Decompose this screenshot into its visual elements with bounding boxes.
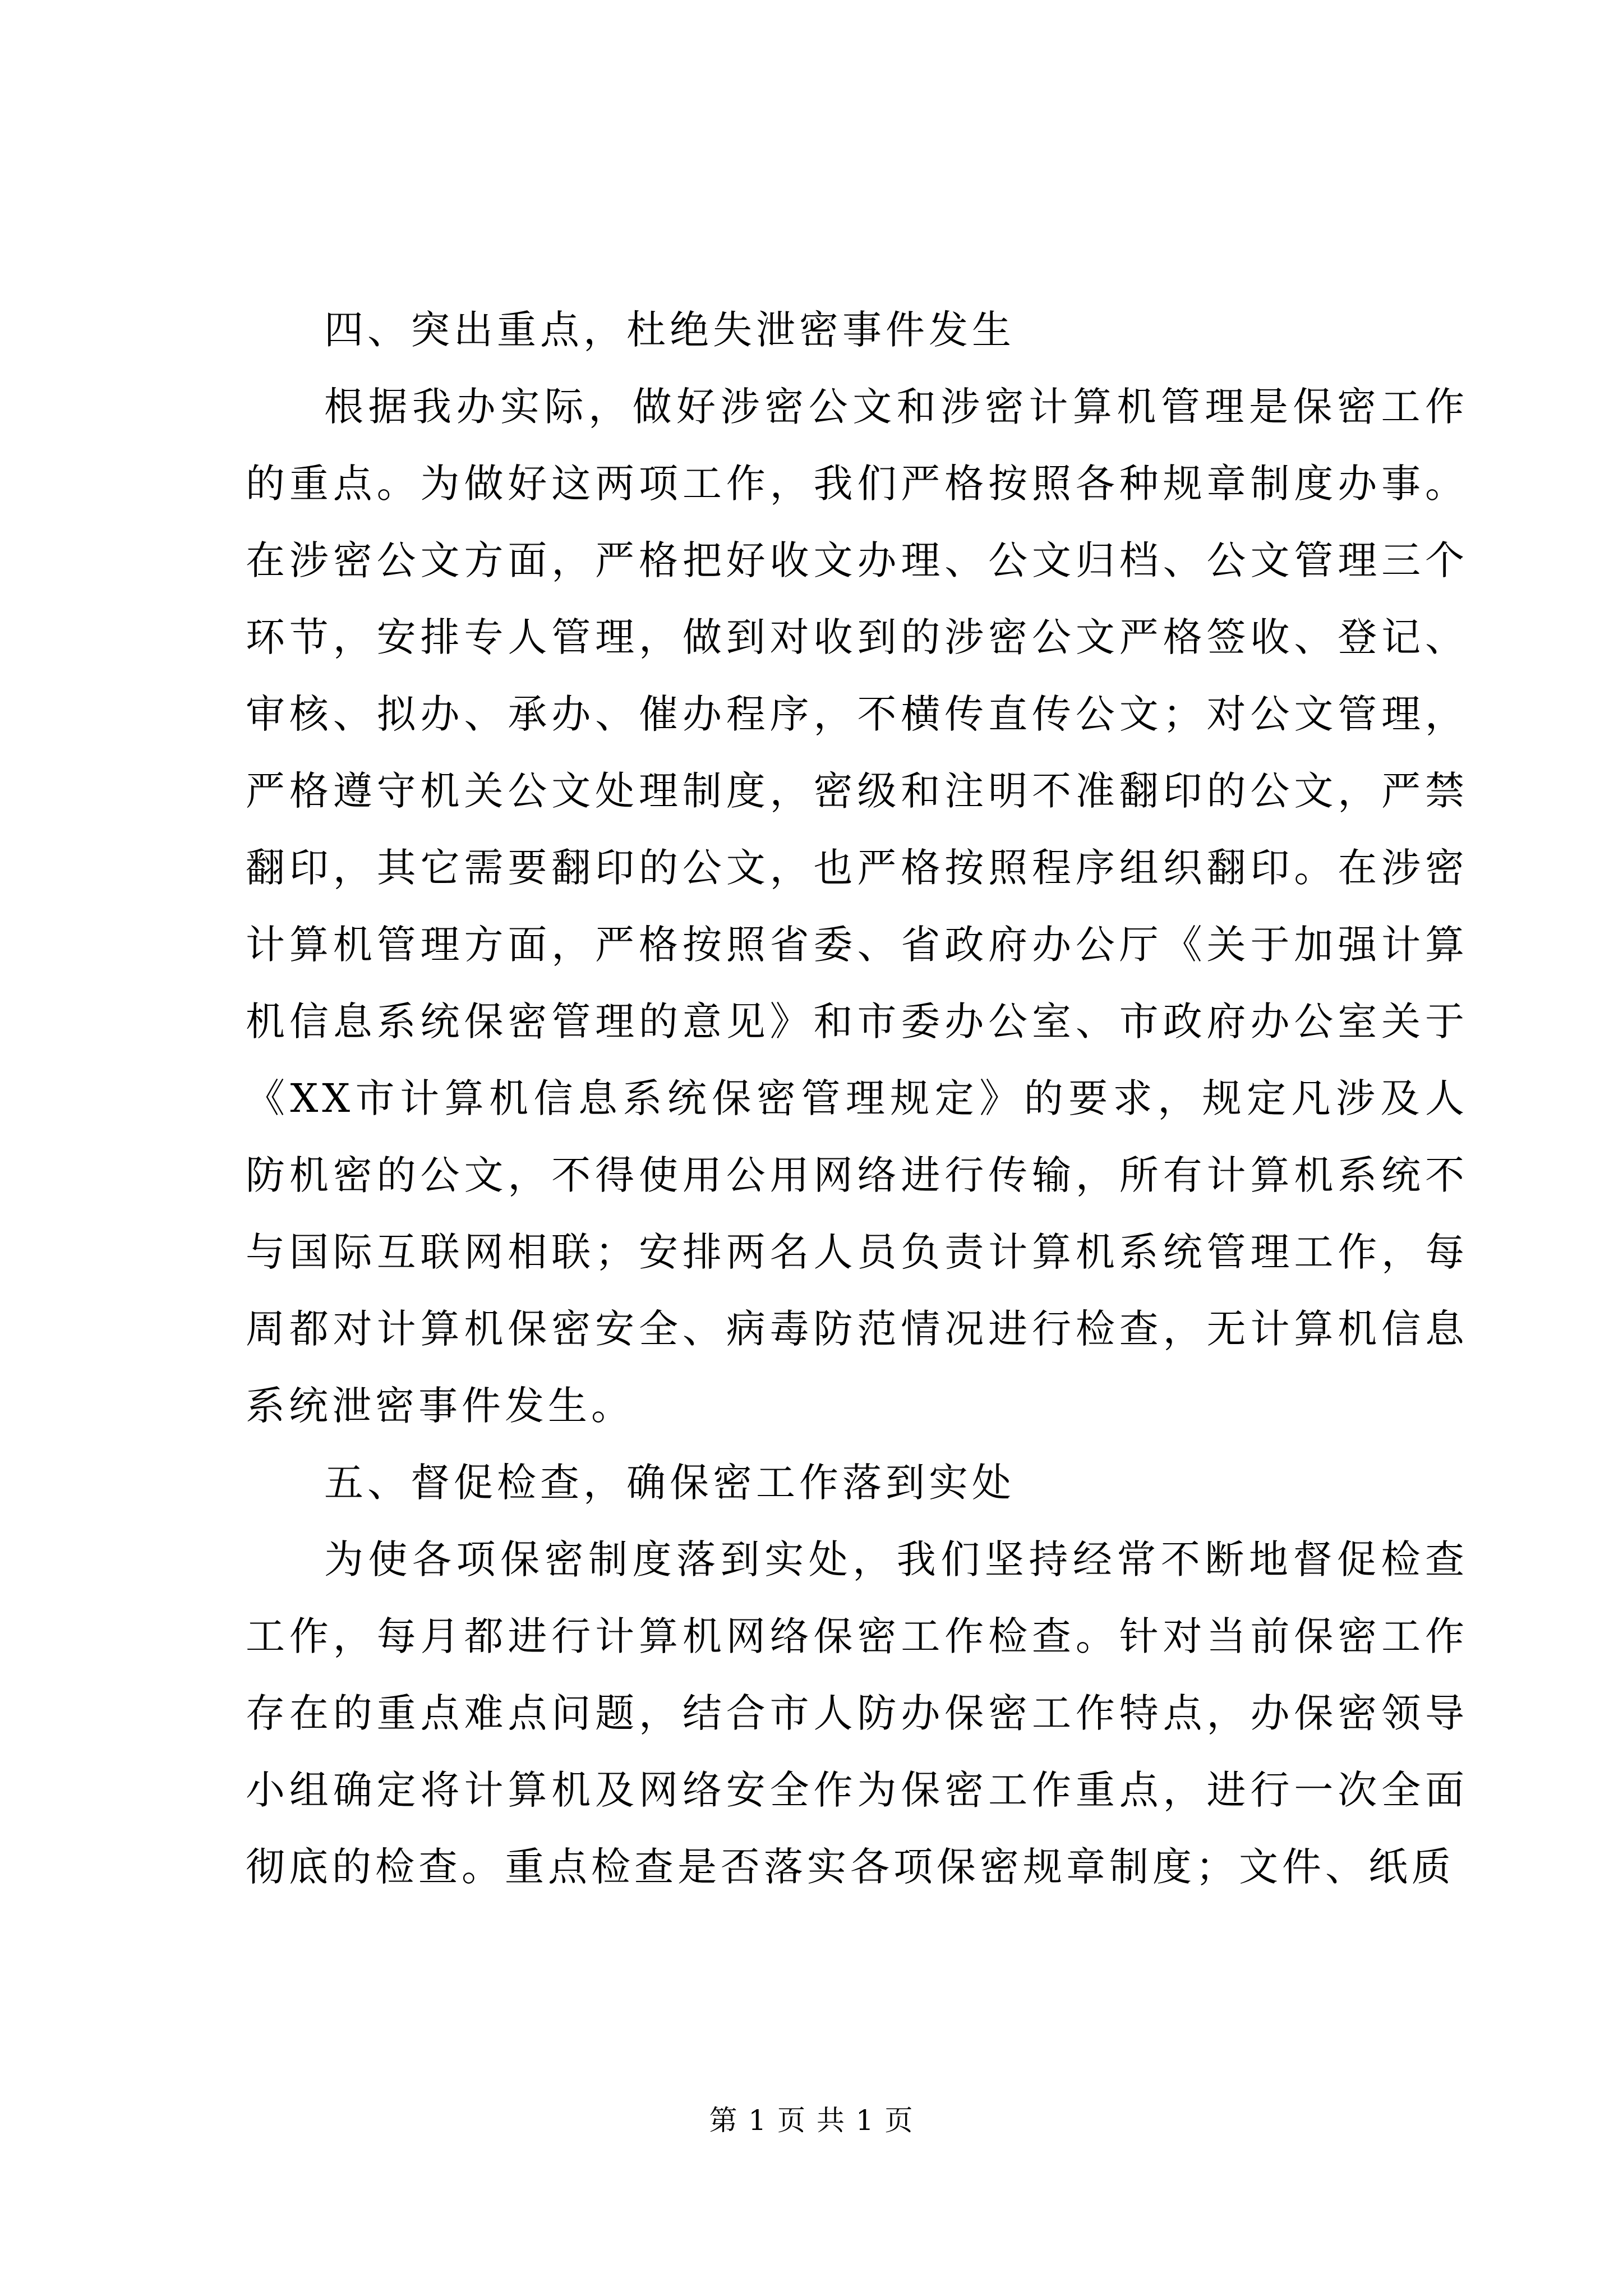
section-paragraph-4: 根据我办实际，做好涉密公文和涉密计算机管理是保密工作的重点。为做好这两项工作，我们严格按照各种规章制度办事。在涉密公文方面，严格把好收文办理、公文归档、公文管理三个环节，安排专人管理，做到对收到的涉密公文严格签收、登记、审核、拟办、承办、催办程序，不横传直传公文；对公文管理，严格遵守机关公文处理制度，密级和注明不准翻印的公文，严禁翻印，其它需要翻印的公文，也严格按照程序组织翻印。在涉密计算机管理方面，严格按照省委、省政府办公厅《关于加强计算机信息系统保密管理的意见》和市委办公室、市政府办公室关于《XX市计算机信息系统保密管理规定》的要求，规定凡涉及人防机密的公文，不得使用公用网络进行传输，所有计算机系统不与国际互联网相联；安排两名人员负责计算机系统管理工作，每周都对计算机保密安全、病毒防范情况进行检查，无计算机信息系统泄密事件发生。 [246,384,1468,1429]
page-footer: 第 1 页 共 1 页 [709,2104,914,2137]
section-heading-5: 五、督促检查，确保密工作落到实处 [324,1460,1015,1506]
section-paragraph-5: 为使各项保密制度落到实处，我们坚持经常不断地督促检查工作，每月都进行计算机网络保密工作检查。针对当前保密工作存在的重点难点问题，结合市人防办保密工作特点，办保密领导小组确定将计算机及网络安全作为保密工作重点，进行一次全面彻底的检查。重点检查是否落实各项保密规章制度；文件、纸质 [246,1536,1468,1890]
document-body [246,292,1468,1906]
section-heading-4: 四、突出重点，杜绝失泄密事件发生 [324,307,1015,353]
